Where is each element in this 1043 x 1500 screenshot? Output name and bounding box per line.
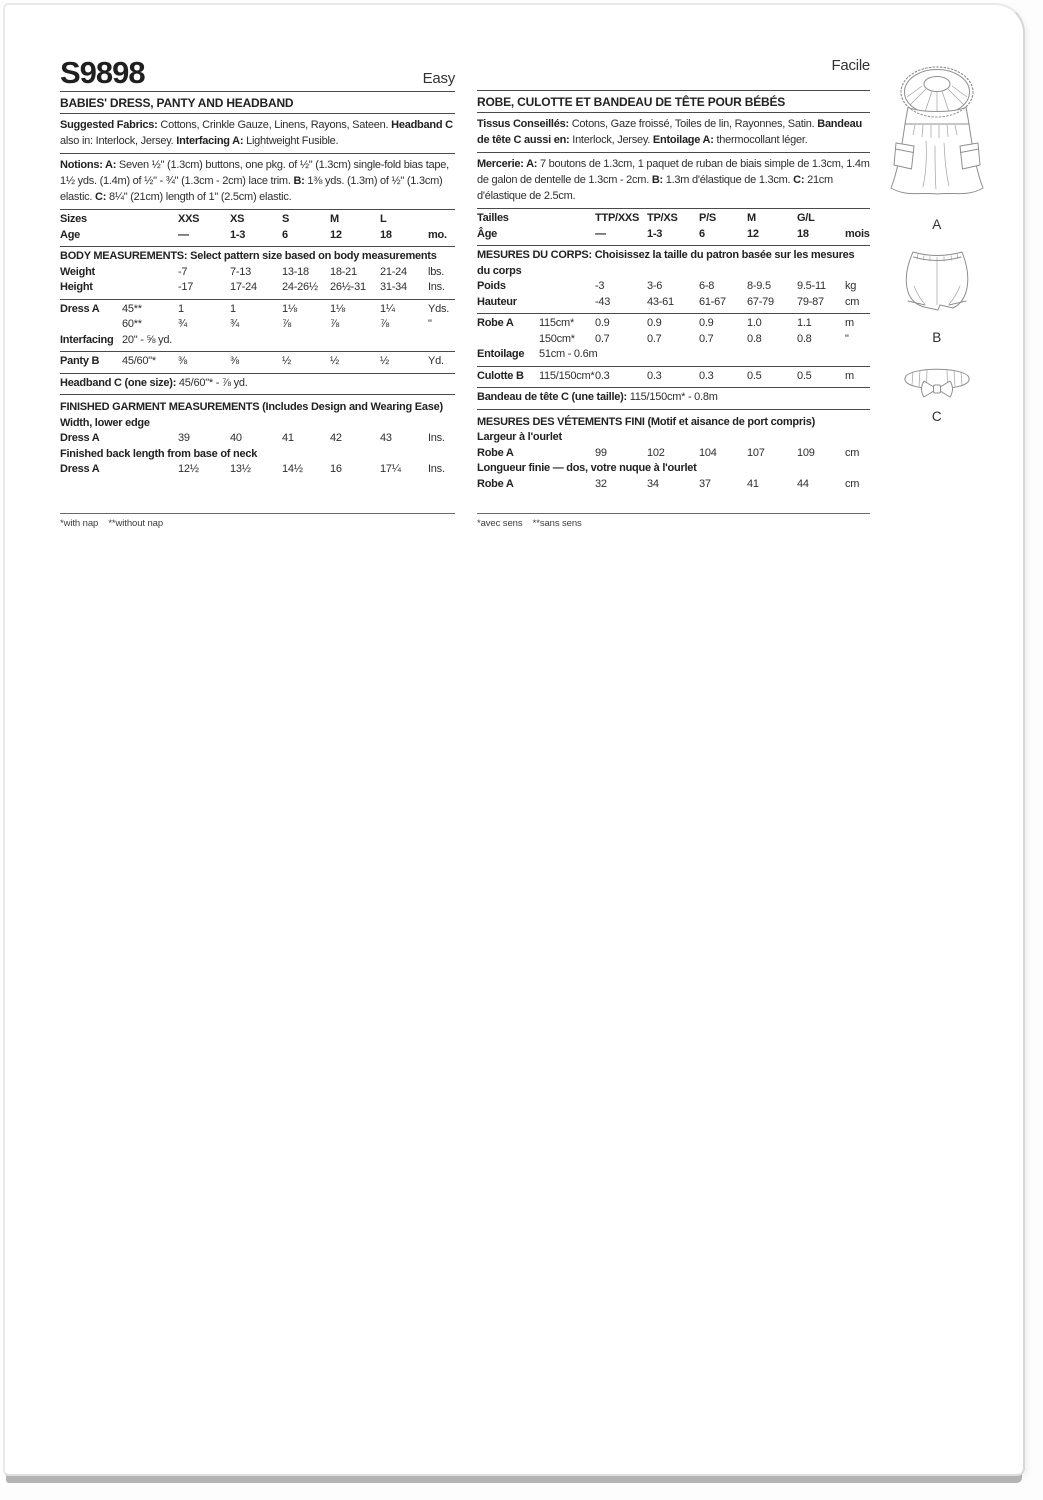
row-label: Interfacing [60, 333, 114, 346]
row-value: 13½ [230, 463, 251, 475]
row-value: 13-18 [282, 265, 309, 278]
view-c [899, 361, 975, 424]
row-label: Panty B [60, 355, 100, 367]
row-value: 6 [699, 227, 705, 240]
row-value: 6 [282, 228, 288, 241]
row-value: TTP/XXS [595, 212, 640, 224]
view-a-label: A [932, 217, 942, 232]
row-sublabel [122, 280, 178, 296]
row-label: Weight [60, 265, 95, 278]
table-row [477, 446, 870, 462]
row-value: ½ [330, 355, 339, 367]
row-unit: cm [845, 446, 860, 459]
row-label: Robe A [477, 317, 514, 329]
row-value: 0.7 [699, 332, 714, 345]
table-row [477, 477, 870, 493]
row-label: Robe A [477, 477, 514, 490]
row-value: 32 [595, 477, 607, 490]
row-label: Dress A [60, 432, 100, 444]
row-sublabel: 115cm* [539, 317, 574, 329]
row-value: 61-67 [699, 295, 726, 308]
row-value: 1.1 [797, 317, 812, 329]
nap-footnote-fr: *avec sens **sans sens [477, 513, 870, 529]
row-value: 6-8 [699, 280, 715, 292]
header-row-en [60, 57, 455, 92]
row-value: 109 [797, 446, 815, 459]
nap-footnote-en: *with nap **without nap [60, 513, 455, 529]
row-value: 0.9 [647, 317, 662, 329]
row-label: Height [60, 281, 93, 293]
row-value: 1⅛ [330, 302, 345, 315]
table-text-row: Longueur finie — dos, votre nuque à l'ourlet [477, 462, 697, 474]
english-column [60, 55, 455, 529]
row-value: M [330, 213, 339, 225]
row-unit: " [428, 318, 432, 330]
garment-title-fr: ROBE, CULOTTE ET BANDEAU DE TÊTE POUR BÉBÉS [477, 91, 870, 113]
row-sublabel [122, 212, 178, 228]
table-row [477, 279, 870, 295]
row-value: 18 [380, 228, 392, 241]
row-unit: cm [845, 295, 860, 308]
row-value: L [380, 213, 387, 225]
view-b-label: B [932, 330, 942, 345]
row-value: — [178, 228, 189, 241]
row-value: -17 [178, 281, 194, 293]
table-row [477, 332, 870, 348]
row-value: 67-79 [747, 295, 774, 308]
table-row [60, 265, 455, 281]
row-value: 12 [330, 228, 342, 241]
row-value: 0.5 [797, 369, 812, 382]
row-value: 43-61 [647, 295, 674, 308]
row-value: G/L [797, 212, 815, 224]
row-label: Entoilage [477, 348, 525, 360]
row-sublabel [122, 265, 178, 281]
difficulty-label-en: Easy [422, 70, 455, 87]
table-row [60, 333, 455, 349]
row-value: ¾ [230, 318, 239, 330]
row-unit: " [845, 332, 849, 345]
row-sublabel [539, 211, 595, 227]
row-unit [845, 347, 870, 363]
row-value: -7 [178, 265, 188, 278]
dress-illustration-icon [882, 61, 992, 211]
row-value: 42 [330, 432, 342, 444]
table-text-row: FINISHED GARMENT MEASUREMENTS (Includes Design and Wearing Ease) [60, 401, 443, 413]
table-row [60, 354, 455, 370]
row-unit: m [845, 369, 854, 382]
row-value [380, 333, 428, 349]
row-value: ⅜ [178, 355, 187, 367]
table-row [60, 280, 455, 296]
row-unit [428, 212, 455, 228]
pattern-number: S9898 [60, 55, 145, 90]
row-value: 44 [797, 477, 809, 490]
row-unit: Ins. [428, 432, 445, 444]
pattern-envelope-back [3, 3, 1025, 1476]
table-text-row: Finished back length from base of neck [60, 447, 258, 460]
row-value: 26½-31 [330, 281, 366, 293]
row-unit: mois [845, 227, 870, 240]
table-text-row: BODY MEASUREMENTS: Select pattern size based on body measurements [60, 250, 437, 262]
table-row [60, 212, 455, 228]
row-value: 0.3 [595, 369, 610, 382]
table-text-row: Headband C (one size): 45/60"* - ⅞ yd. [60, 376, 248, 389]
table-text-row: Largeur à l'ourlet [477, 431, 562, 443]
row-sublabel: 150cm* [539, 332, 575, 345]
row-value: S [282, 213, 290, 225]
row-value: P/S [699, 212, 716, 224]
row-value [699, 347, 747, 363]
row-value: 39 [178, 432, 190, 444]
row-value: 9.5-11 [797, 280, 826, 292]
row-value: -43 [595, 295, 611, 308]
row-unit [428, 333, 455, 349]
row-unit [845, 211, 870, 227]
row-value: 0.9 [699, 317, 714, 329]
row-value: ¾ [178, 318, 187, 330]
row-value: 16 [330, 463, 342, 475]
row-label: Age [60, 228, 81, 241]
view-b [894, 246, 980, 361]
row-value: 17¼ [380, 463, 401, 475]
row-value: XXS [178, 213, 200, 225]
row-sublabel: 45** [122, 302, 142, 315]
row-value: 102 [647, 446, 665, 459]
row-value: 99 [595, 446, 607, 459]
row-label: Tailles [477, 212, 509, 224]
garment-title-en: BABIES' DRESS, PANTY AND HEADBAND [60, 92, 455, 114]
row-value: 1-3 [230, 228, 246, 241]
row-value: XS [230, 213, 245, 225]
row-value: M [747, 212, 756, 224]
row-sublabel [539, 446, 595, 462]
row-value: ⅜ [230, 355, 239, 367]
row-value: 18-21 [330, 265, 357, 278]
row-value: 0.3 [647, 369, 662, 382]
row-label: Culotte B [477, 369, 524, 382]
table-row [60, 302, 455, 318]
row-label: Hauteur [477, 295, 517, 308]
row-value: 1¼ [380, 302, 395, 315]
row-label: Sizes [60, 213, 87, 225]
row-sublabel [122, 431, 178, 447]
row-value: ⅞ [380, 318, 389, 330]
row-value: 1 [178, 302, 184, 315]
row-value: ⅞ [282, 318, 291, 330]
table-row [477, 211, 870, 227]
row-label: Dress A [60, 463, 100, 475]
row-value: 37 [699, 477, 711, 490]
row-sublabel: 115/150cm* [539, 369, 595, 382]
row-value: 7-13 [230, 265, 252, 278]
row-value: ⅞ [330, 318, 339, 330]
row-sublabel: 60** [122, 318, 142, 330]
row-value: 0.3 [699, 369, 714, 382]
row-value [330, 333, 380, 349]
table-row [60, 462, 455, 478]
garment-views [879, 61, 995, 424]
row-value: 1⅛ [282, 302, 297, 315]
row-label [60, 317, 122, 333]
row-value: -3 [595, 280, 605, 292]
view-a [882, 61, 992, 246]
row-value: 24-26½ [282, 281, 318, 293]
suggested-fabrics-fr: Tissus Conseillés: Cotons, Gaze froissé, Toiles de lin, Rayonnes, Satin. Bandeau de tête C aussi en: Interlock, Jersey. Entoilage A: thermocollant léger. [477, 113, 870, 153]
row-value: 1.0 [747, 317, 762, 329]
row-sublabel [539, 295, 595, 311]
row-value: 41 [282, 432, 294, 444]
row-value: 12½ [178, 463, 199, 475]
row-value: 104 [699, 446, 717, 459]
table-text-row: Bandeau de tête C (une taille): 115/150cm* - 0.8m [477, 391, 718, 403]
table-row [60, 431, 455, 447]
row-value: 107 [747, 446, 765, 459]
row-value [282, 333, 330, 349]
row-value: 40 [230, 432, 242, 444]
row-unit: m [845, 317, 854, 329]
row-value [647, 347, 699, 363]
row-value: 41 [747, 477, 759, 490]
row-label: Robe A [477, 446, 514, 459]
row-value: 0.7 [595, 332, 610, 345]
headband-illustration-icon [899, 361, 975, 405]
french-column [477, 57, 870, 529]
row-sublabel [539, 227, 595, 243]
table-row [477, 316, 870, 332]
row-sublabel [539, 279, 595, 295]
row-value: 31-34 [380, 281, 407, 293]
table-text-row: MESURES DU CORPS: Choisissez la taille du patron basée sur les mesures du corps [477, 249, 855, 277]
row-value: 12 [747, 227, 759, 240]
row-value: 43 [380, 432, 392, 444]
table-row [477, 227, 870, 243]
row-unit: lbs. [428, 265, 445, 278]
row-sublabel: 51cm - 0.6m [539, 348, 598, 360]
row-unit: mo. [428, 228, 447, 241]
table-text-row: Width, lower edge [60, 416, 150, 429]
table-row [477, 295, 870, 311]
row-value: 1-3 [647, 227, 663, 240]
row-unit: kg [845, 280, 857, 292]
row-label: Âge [477, 227, 498, 240]
header-row-fr [477, 57, 870, 91]
row-label: Dress A [60, 302, 100, 315]
row-value: 18 [797, 227, 809, 240]
row-sublabel: 20" - ⅝ yd. [122, 333, 173, 346]
row-value [747, 347, 797, 363]
row-value: 21-24 [380, 265, 407, 278]
row-value: — [595, 227, 606, 240]
table-row [477, 369, 870, 385]
row-value: 17-24 [230, 281, 257, 293]
row-value: 0.9 [595, 317, 610, 329]
view-c-label: C [931, 409, 943, 424]
row-value: 34 [647, 477, 659, 490]
notions-fr: Mercerie: A: 7 boutons de 1.3cm, 1 paquet de ruban de biais simple de 1.3cm, 1.4m de galon de dentelle de 1.3cm - 2cm. B: 1.3m d'élastique de 1.3cm. C: 21cm d'élastique de 2.5cm. [477, 153, 870, 209]
size-table-en [60, 210, 455, 481]
row-value: 8-9.5 [747, 280, 771, 292]
row-unit: Yds. [428, 302, 450, 315]
row-value: 0.8 [797, 332, 812, 345]
suggested-fabrics-en: Suggested Fabrics: Cottons, Crinkle Gauze, Linens, Rayons, Sateen. Headband C also in: Interlock, Jersey. Interfacing A: Lightweight Fusible. [60, 114, 455, 154]
row-sublabel [539, 477, 595, 493]
row-value [178, 333, 230, 349]
difficulty-label-fr: Facile [831, 57, 870, 74]
row-value: ½ [380, 355, 389, 367]
row-value: 0.8 [747, 332, 762, 345]
row-value: 3-6 [647, 280, 663, 292]
row-value: 0.7 [647, 332, 662, 345]
row-unit: cm [845, 477, 860, 490]
row-value: 0.5 [747, 369, 762, 382]
notions-en: Notions: A: Seven ½" (1.3cm) buttons, one pkg. of ½" (1.3cm) single-fold bias tape, 1½ yds. (1.4m) of ½" - ¾" (1.3cm - 2cm) lace trim. B: 1⅜ yds. (1.3m) of ½" (1.3cm) elastic. C: 8¼" (21cm) length of 1" (2.5cm) elastic. [60, 154, 455, 210]
table-row [60, 317, 455, 333]
row-label: Poids [477, 280, 506, 292]
row-sublabel [122, 462, 178, 478]
size-table-fr [477, 209, 870, 495]
row-value: ½ [282, 355, 291, 367]
row-value: TP/XS [647, 212, 678, 224]
panty-illustration-icon [894, 246, 980, 320]
row-value [230, 333, 282, 349]
row-sublabel: 45/60"* [122, 355, 156, 367]
row-value: 79-87 [797, 295, 824, 308]
table-text-row: MESURES DES VÉTEMENTS FINI (Motif et aisance de port compris) [477, 415, 816, 428]
table-row [477, 347, 870, 363]
row-unit: Yd. [428, 355, 444, 367]
row-value: 1 [230, 302, 236, 315]
row-value: 14½ [282, 463, 303, 475]
row-value [595, 347, 647, 363]
row-unit: Ins. [428, 281, 445, 293]
row-value [797, 347, 845, 363]
row-sublabel [122, 228, 178, 244]
table-row [60, 228, 455, 244]
row-label [477, 332, 539, 348]
row-unit: Ins. [428, 463, 445, 475]
